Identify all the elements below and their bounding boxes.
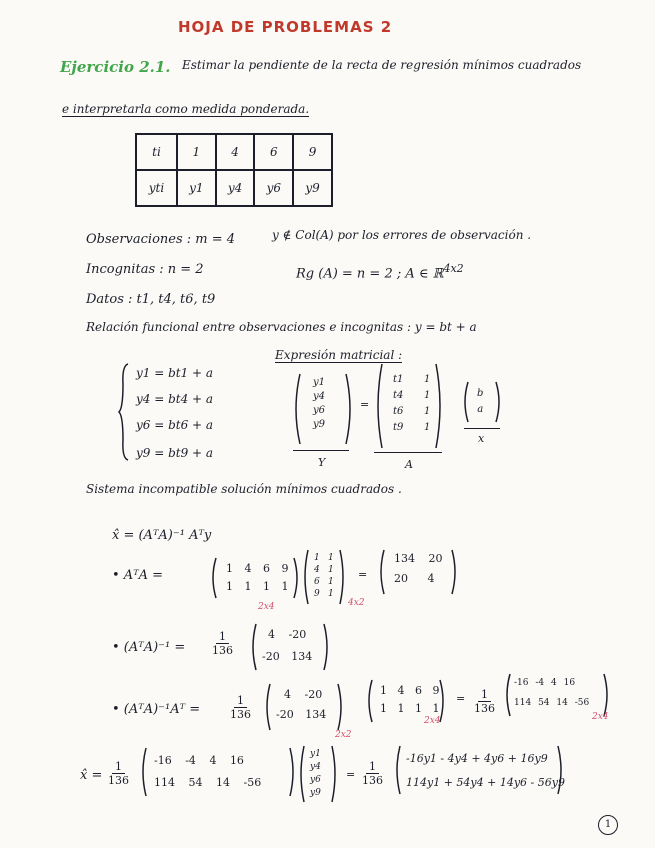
final-fraction xyxy=(108,760,129,787)
fraction-numerator: 1 xyxy=(216,630,229,644)
table-header-ti: ti xyxy=(136,134,177,170)
inv-label: • (AᵀA)⁻¹ = xyxy=(112,640,186,655)
fraction-numerator: 1 xyxy=(234,694,247,708)
x-vector xyxy=(477,386,483,418)
matrix-entry: t4 xyxy=(393,390,404,401)
table-cell: y6 xyxy=(254,170,293,206)
matrix-entry: 6 xyxy=(314,577,320,587)
matrix-entry: 6 xyxy=(415,684,422,697)
col-line: y ∉ Col(A) por los errores de observación . xyxy=(272,228,532,242)
x-vector-entry: a xyxy=(477,404,484,415)
ata-At-row1 xyxy=(226,562,289,575)
invAt-m1-row1 xyxy=(284,688,322,701)
matrix-entry: t1 xyxy=(393,374,404,385)
matrix-entry: -20 xyxy=(262,650,280,663)
x-vector-entry: b xyxy=(477,388,484,399)
A-matrix-brackets xyxy=(374,362,444,450)
invAt-m1-row2 xyxy=(276,708,326,721)
y-underline xyxy=(293,450,349,451)
ata-result-row1 xyxy=(394,552,443,565)
matrix-entry: 1 xyxy=(424,374,431,385)
matrix-entry: -56 xyxy=(574,698,590,708)
invAt-label: • (AᵀA)⁻¹Aᵀ = xyxy=(112,702,201,717)
final-y-vector xyxy=(310,748,321,800)
A-matrix-col1 xyxy=(393,372,403,436)
matrix-entry: 1 xyxy=(281,580,289,593)
matrix-entry: 1 xyxy=(226,580,233,593)
invAt-result-row2 xyxy=(514,698,589,708)
rank-sup: 4x2 xyxy=(443,262,464,275)
A-matrix-col2 xyxy=(424,372,430,436)
page-title: HOJA DE PROBLEMAS 2 xyxy=(178,18,393,36)
table-header-yti: yti xyxy=(136,170,177,206)
invAt-eq-sign: = xyxy=(456,692,466,705)
exercise-statement-line1: Estimar la pendiente de la recta de regresión mínimos cuadrados xyxy=(182,58,582,72)
matrix-entry: 1 xyxy=(328,589,334,599)
system-eq-1: y1 = bt1 + a xyxy=(136,366,214,380)
invAt-result-fraction xyxy=(474,688,495,715)
ata-A-brackets xyxy=(302,548,346,606)
matrix-entry: 1 xyxy=(380,684,387,697)
fraction-numerator: 1 xyxy=(112,760,125,774)
A-underline xyxy=(374,452,442,453)
matrix-entry: 9 xyxy=(432,684,440,697)
matrix-entry: -16 xyxy=(514,678,529,688)
datos-line: Datos : t1, t4, t6, t9 xyxy=(86,292,216,307)
matrix-entry: 20 xyxy=(428,552,443,565)
label-y: Y xyxy=(318,456,326,469)
rank-text: Rg (A) = n = 2 ; A ∈ ℝ xyxy=(296,266,444,282)
matrix-entry: 1 xyxy=(328,577,334,587)
matrix-entry: 6 xyxy=(263,562,270,575)
ata-At-row2 xyxy=(226,580,289,593)
y-vector-entry: y1 xyxy=(313,377,326,388)
final-eq-sign: = xyxy=(346,768,356,781)
ata-eq-sign: = xyxy=(358,568,368,581)
matrix-entry: t9 xyxy=(393,422,404,433)
matrix-entry: -4 xyxy=(185,754,196,767)
matrix-entry: 1 xyxy=(424,422,431,433)
ata-dim2: 4x2 xyxy=(348,598,365,608)
sistema-line: Sistema incompatible solución mínimos cuadrados . xyxy=(86,482,402,496)
matrix-entry: 1 xyxy=(415,702,422,715)
matrix-entry: 4 xyxy=(284,688,291,701)
ata-dim1: 2x4 xyxy=(258,602,275,612)
fraction-denominator: 136 xyxy=(212,644,233,657)
system-eq-2: y4 = bt4 + a xyxy=(136,392,214,406)
observaciones-line: Observaciones : m = 4 xyxy=(86,232,236,247)
y-vector-entry: y9 xyxy=(313,419,326,430)
matrix-entry: 114 xyxy=(514,698,532,708)
matrix-entry: -20 xyxy=(304,688,323,701)
matrix-entry: 4 xyxy=(551,678,557,688)
matrix-entry: 134 xyxy=(305,708,327,721)
matrix-entry: 1 xyxy=(424,390,431,401)
matrix-entry: 16 xyxy=(229,754,244,767)
table-cell: y4 xyxy=(216,170,255,206)
invAt-result-row1 xyxy=(514,678,575,688)
matrix-entry: 1 xyxy=(424,406,431,417)
invAt-dim1: 2x2 xyxy=(335,730,352,740)
formula-line: x̂ = (AᵀA)⁻¹ Aᵀy xyxy=(112,528,212,543)
matrix-entry: 1 xyxy=(263,580,270,593)
ata-result-row2 xyxy=(394,572,435,585)
matrix-entry: 54 xyxy=(188,776,203,789)
x-underline xyxy=(464,428,500,429)
expresion-label: Expresión matricial : xyxy=(275,348,403,362)
matrix-entry: -16 xyxy=(154,754,172,767)
matrix-entry: 1 xyxy=(244,580,252,593)
rank-line xyxy=(296,262,464,281)
matrix-entry: 1 xyxy=(314,553,320,563)
y-vector-entry: y6 xyxy=(310,775,321,785)
fraction-numerator: 1 xyxy=(366,760,379,774)
relacion-line: Relación funcional entre observaciones e incognitas : y = bt + a xyxy=(86,320,477,334)
matrix-entry: -56 xyxy=(243,776,262,789)
matrix-entry: 1 xyxy=(328,565,334,575)
inv-fraction xyxy=(212,630,233,657)
matrix-entry: 134 xyxy=(291,650,313,663)
table-cell: 1 xyxy=(177,134,216,170)
matrix-entry: 9 xyxy=(314,589,320,599)
invAt-m2-row1 xyxy=(380,684,440,697)
label-A: A xyxy=(405,458,413,471)
data-table xyxy=(135,133,333,207)
matrix-entry: 1 xyxy=(432,702,440,715)
label-x: x xyxy=(478,432,485,445)
fraction-denominator: 136 xyxy=(474,702,495,715)
inv-row2 xyxy=(262,650,312,663)
y-vector-entry: y9 xyxy=(310,788,321,798)
table-cell: y1 xyxy=(177,170,216,206)
matrix-entry: 1 xyxy=(397,702,405,715)
fraction-numerator: 1 xyxy=(478,688,491,702)
invAt-dim3: 2x4 xyxy=(592,712,609,722)
final-result-row2: 114y1 + 54y4 + 14y6 - 56y9 xyxy=(406,776,565,789)
matrix-entry: 134 xyxy=(394,552,415,565)
table-cell: 9 xyxy=(293,134,332,170)
matrix-entry: 4 xyxy=(268,628,275,641)
final-result-row1: -16y1 - 4y4 + 4y6 + 16y9 xyxy=(406,752,548,765)
y-vector-entry: y6 xyxy=(313,405,326,416)
matrix-entry: 54 xyxy=(538,698,550,708)
table-cell: 6 xyxy=(254,134,293,170)
page-number-badge: 1 xyxy=(598,815,618,835)
y-vector-entry: y1 xyxy=(310,749,321,759)
fraction-denominator: 136 xyxy=(230,708,251,721)
system-eq-4: y9 = bt9 + a xyxy=(136,446,214,460)
fraction-denominator: 136 xyxy=(362,774,383,787)
matrix-entry: 9 xyxy=(281,562,289,575)
y-vector-entry: y4 xyxy=(310,762,321,772)
table-cell: 4 xyxy=(216,134,255,170)
incognitas-line: Incognitas : n = 2 xyxy=(86,262,204,277)
final-m-row1 xyxy=(154,754,244,767)
invAt-m2-row2 xyxy=(380,702,440,715)
matrix-entry: 16 xyxy=(563,678,576,688)
ata-A-col1 xyxy=(314,552,320,600)
matrix-entry: 14 xyxy=(556,698,568,708)
inv-row1 xyxy=(268,628,306,641)
matrix-entry: 20 xyxy=(394,572,408,585)
ata-A-col2 xyxy=(328,552,334,600)
final-result-fraction xyxy=(362,760,383,787)
matrix-entry: 4 xyxy=(397,684,405,697)
matrix-entry: 1 xyxy=(328,553,334,563)
matrix-entry: 4 xyxy=(314,565,320,575)
exercise-statement-line2: e interpretarla como medida ponderada. xyxy=(62,102,310,116)
matrix-entry: 4 xyxy=(209,754,217,767)
matrix-entry: 4 xyxy=(244,562,252,575)
matrix-eq-sign: = xyxy=(360,398,370,411)
invAt-fraction xyxy=(230,694,251,721)
exercise-label: Ejercicio 2.1. xyxy=(60,58,171,76)
system-eq-3: y6 = bt6 + a xyxy=(136,418,214,432)
ata-label: • AᵀA = xyxy=(112,568,164,583)
matrix-entry: 14 xyxy=(216,776,230,789)
matrix-entry: -4 xyxy=(535,678,545,688)
matrix-entry: -20 xyxy=(276,708,294,721)
left-brace-icon xyxy=(118,362,130,462)
matrix-entry: -20 xyxy=(288,628,307,641)
final-label: x̂ = xyxy=(80,768,103,783)
y-vector-entry: y4 xyxy=(313,391,326,402)
table-cell: y9 xyxy=(293,170,332,206)
y-vector xyxy=(313,376,325,432)
matrix-entry: 4 xyxy=(427,572,435,585)
matrix-entry: 114 xyxy=(154,776,175,789)
fraction-denominator: 136 xyxy=(108,774,129,787)
matrix-entry: 1 xyxy=(380,702,387,715)
matrix-entry: 1 xyxy=(226,562,233,575)
invAt-dim2: 2x4 xyxy=(424,716,441,726)
final-m-row2 xyxy=(154,776,261,789)
matrix-entry: t6 xyxy=(393,406,404,417)
